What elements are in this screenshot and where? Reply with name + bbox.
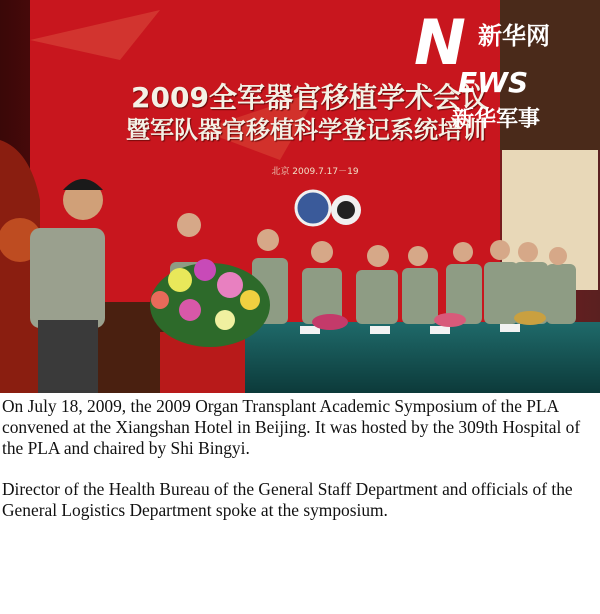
photo-caption bbox=[0, 396, 600, 541]
banner-date-location: 北京 2009.7.17－19 bbox=[271, 167, 359, 177]
caption-paragraph-2: Director of the Health Bureau of the General Staff Department and officials of the General Logistics Department spoke at the symposium. bbox=[2, 479, 573, 520]
logo-ews: EWS bbox=[458, 66, 529, 99]
emblem-left-icon bbox=[296, 191, 330, 225]
logo-chinese-bottom: 新华军事 bbox=[452, 107, 541, 132]
xinhua-news-logo bbox=[412, 6, 592, 140]
banner-subtitle: 暨军队器官移植科学登记系统培训 bbox=[126, 116, 486, 144]
caption-paragraph-1: On July 18, 2009, the 2009 Organ Transplant Academic Symposium of the PLA convened at the Xiangshan Hotel in Beijing. It was hosted by the 309th Hospital of the PLA and chaired by Shi Bingyi. bbox=[2, 396, 581, 458]
banner-title: 2009全军器官移植学术会议 bbox=[131, 81, 489, 114]
head-table bbox=[230, 322, 600, 393]
logo-chinese-top: 新华网 bbox=[478, 22, 550, 50]
logo-n: N bbox=[414, 6, 466, 79]
